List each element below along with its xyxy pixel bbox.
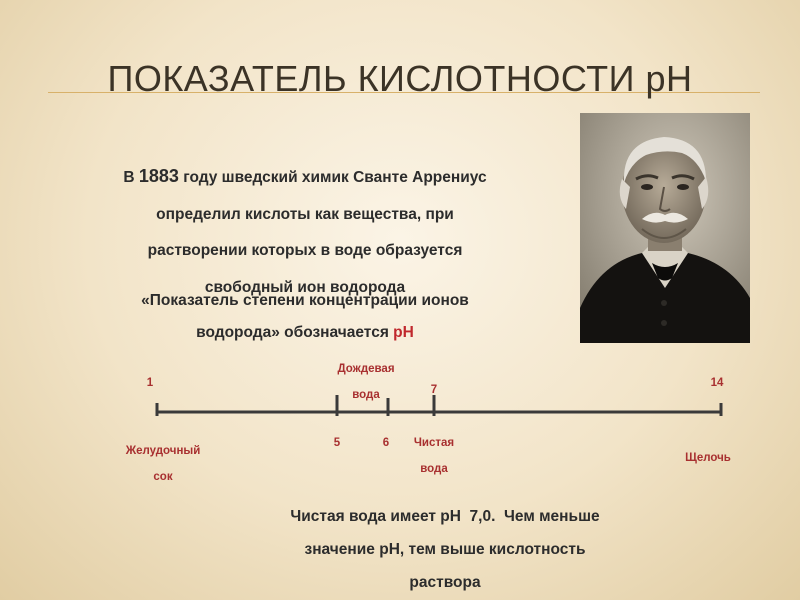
ph-label-6: 6 — [382, 437, 390, 449]
pure-water-line-2: вода — [420, 463, 448, 475]
intro-prefix: В — [123, 169, 139, 186]
definition-line-2-text: водорода» обозначается — [196, 324, 394, 341]
gastric-juice-line-1: Желудочный — [125, 445, 201, 457]
intro-line-2: определил кислоты как вещества, при — [156, 205, 454, 223]
slide-title: ПОКАЗАТЕЛЬ КИСЛОТНОСТИ рН — [107, 58, 693, 99]
ph-label-7-top: 7 — [430, 384, 438, 396]
footer-line-1-a: Чистая вода имеет — [290, 508, 441, 525]
footer-line-2-a: значение — [304, 541, 380, 558]
footer-line-1 — [230, 500, 660, 533]
ph-label-1: 1 — [146, 377, 154, 389]
definition-ph-highlight: рН — [393, 324, 414, 341]
intro-line-4: свободный ион водорода — [204, 278, 406, 296]
rain-water-label — [322, 356, 410, 408]
rain-water-line-1: Дождевая — [337, 363, 395, 375]
ph-label-14: 14 — [710, 377, 724, 389]
footer-line-1-b: 7,0. Чем меньше — [460, 508, 600, 525]
gastric-juice-line-2: сок — [153, 471, 173, 483]
intro-line-1-rest: году шведский химик Сванте Аррениус — [178, 169, 487, 186]
pure-water-line-1: Чистая — [413, 437, 455, 449]
alkali-label: Щелочь — [685, 452, 731, 464]
footer-note — [230, 500, 660, 599]
footer-line-2 — [230, 533, 660, 566]
pure-water-label — [402, 430, 466, 482]
intro-year: 1883 — [138, 166, 179, 186]
intro-line-3: растворении которых в воде образуется — [147, 242, 463, 259]
gastric-juice-label — [110, 438, 216, 490]
footer-ph-2: рН — [379, 541, 400, 558]
footer-line-3: раствора — [409, 574, 481, 591]
rain-water-line-2: вода — [352, 389, 380, 401]
ph-label-5: 5 — [333, 437, 341, 449]
footer-line-2-b: , тем выше кислотность — [399, 541, 586, 558]
footer-ph-1: рН — [440, 508, 461, 525]
definition-line-1: «Показатель степени концентрации ионов — [141, 292, 469, 309]
